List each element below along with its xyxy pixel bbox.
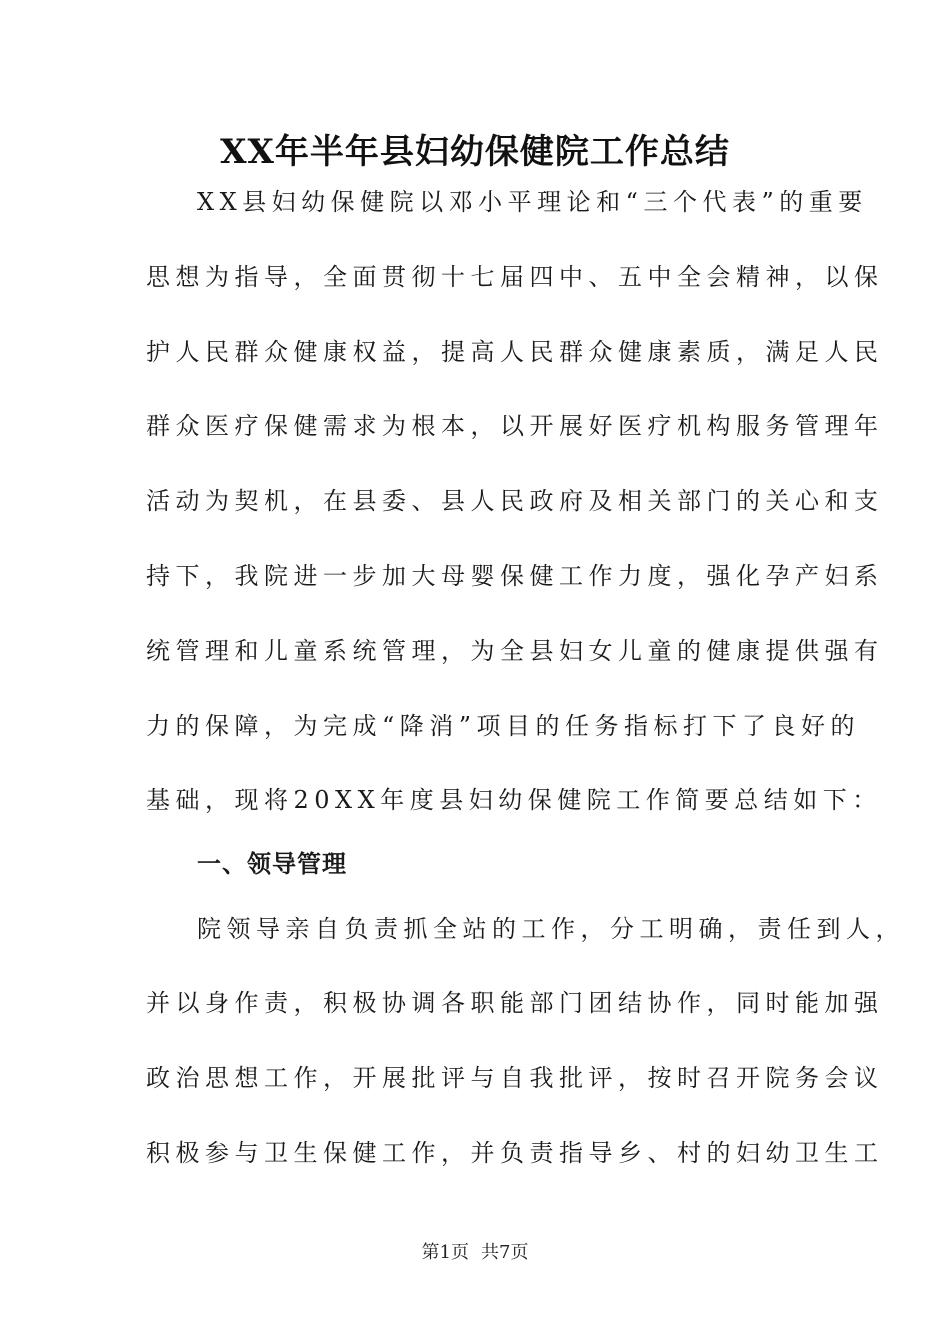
paragraph-line: 统管理和儿童系统管理，为全县妇女儿童的健康提供强有 [146, 637, 884, 665]
paragraph-line: 政治思想工作，开展批评与自我批评，按时召开院务会议 [146, 1064, 884, 1092]
section-heading: 一、领导管理 [197, 850, 347, 878]
paragraph-line: 群众医疗保健需求为根本，以开展好医疗机构服务管理年 [146, 412, 884, 440]
paragraph-line: 力的保障，为完成“降消”项目的任务指标打下了良好的 [146, 712, 861, 740]
paragraph-line: 思想为指导，全面贯彻十七届四中、五中全会精神，以保 [146, 263, 884, 291]
paragraph-line: 持下，我院进一步加大母婴保健工作力度，强化孕产妇系 [146, 562, 884, 590]
page-number: 第1页 [421, 1242, 469, 1263]
paragraph-line: 院领导亲自负责抓全站的工作，分工明确，责任到人， [197, 915, 905, 943]
page-total: 共7页 [481, 1242, 529, 1263]
paragraph-line: 活动为契机，在县委、县人民政府及相关部门的关心和支 [146, 487, 884, 515]
document-title: XX年半年县妇幼保健院工作总结 [220, 132, 730, 172]
page-footer [0, 1240, 950, 1266]
paragraph-line: 基础，现将20XX年度县妇幼保健院工作简要总结如下： [146, 786, 882, 814]
paragraph-line: 并以身作责，积极协调各职能部门团结协作，同时能加强 [146, 989, 884, 1017]
paragraph-line: 护人民群众健康权益，提高人民群众健康素质，满足人民 [146, 338, 884, 366]
paragraph-line: XX县妇幼保健院以邓小平理论和“三个代表”的重要 [197, 188, 868, 216]
paragraph-line: 积极参与卫生保健工作，并负责指导乡、村的妇幼卫生工 [146, 1139, 884, 1167]
